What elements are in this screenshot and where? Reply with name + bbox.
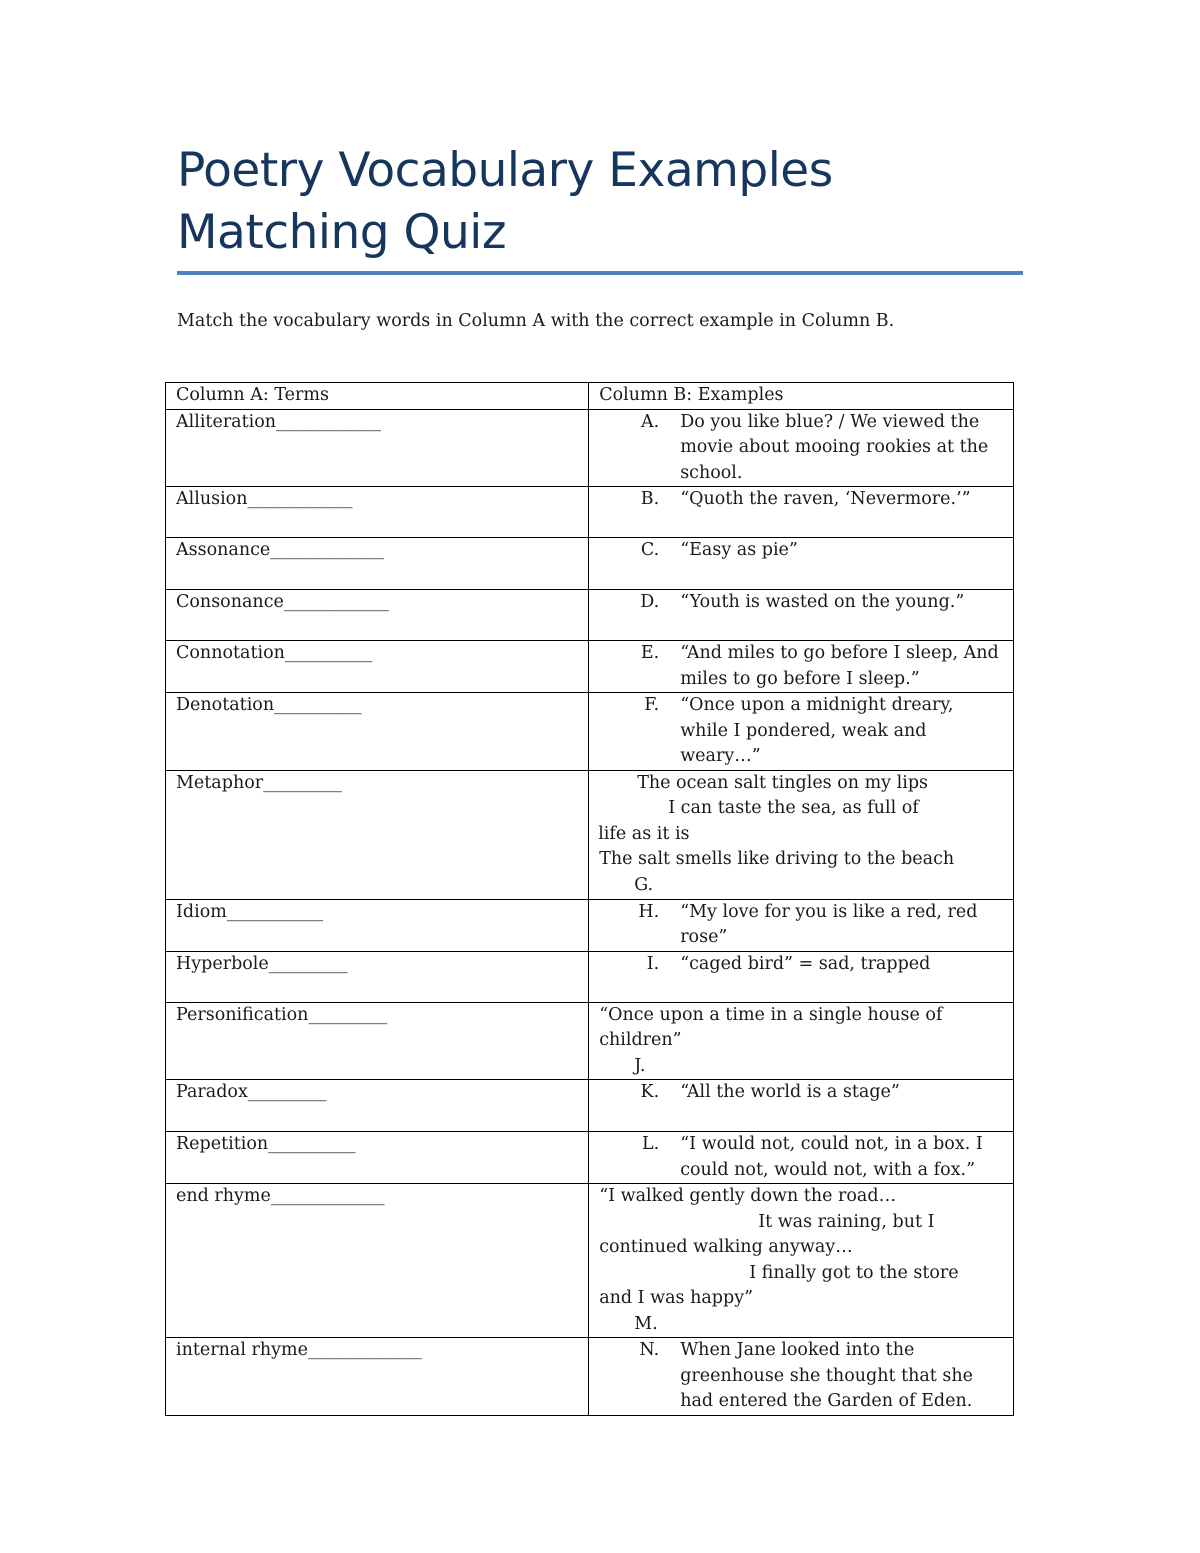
- example-cell: [589, 770, 1014, 899]
- example-cell: [589, 590, 1014, 641]
- term-cell: Allusion____________: [166, 487, 589, 538]
- column-a-header: Column A: Terms: [166, 383, 589, 410]
- example-text: “I would not, could not, in a box. I could not, would not, with a fox.”: [680, 1134, 983, 1180]
- example-cell: [589, 1080, 1014, 1132]
- example-letter: K.: [640, 1082, 660, 1102]
- poem-line: continued walking anyway…: [599, 1237, 853, 1257]
- example-text: “Easy as pie”: [680, 540, 798, 560]
- example-letter: M.: [634, 1313, 658, 1334]
- table-row: [166, 1080, 1014, 1132]
- example-text: “Youth is wasted on the young.”: [680, 592, 965, 612]
- example-text: “Once upon a midnight dreary, while I pondered, weak and weary…”: [680, 695, 954, 766]
- example-cell: [589, 641, 1014, 693]
- example-text: “All the world is a stage”: [680, 1082, 900, 1102]
- table-row: [166, 409, 1014, 487]
- table-row: [166, 951, 1014, 1002]
- term-cell: internal rhyme_____________: [166, 1338, 589, 1416]
- title-underline: [177, 271, 1023, 275]
- instructions: Match the vocabulary words in Column A with the correct example in Column B.: [177, 311, 895, 331]
- term-cell: Alliteration____________: [166, 409, 589, 487]
- example-letter: L.: [642, 1134, 660, 1154]
- poem-line: I finally got to the store: [749, 1262, 959, 1283]
- example-cell: [589, 538, 1014, 590]
- table-row: [166, 487, 1014, 538]
- table-row: [166, 641, 1014, 693]
- example-text: “And miles to go before I sleep, And miles to go before I sleep.”: [680, 643, 999, 689]
- table-row: [166, 899, 1014, 951]
- page-title: Poetry Vocabulary Examples Matching Quiz: [177, 143, 833, 260]
- poem-line: It was raining, but I: [758, 1211, 935, 1232]
- example-cell: [589, 487, 1014, 538]
- example-cell: [589, 899, 1014, 951]
- example-letter: J.: [634, 1055, 646, 1076]
- poem-line: and I was happy”: [599, 1288, 754, 1308]
- example-text: “caged bird” = sad, trapped: [680, 953, 931, 974]
- term-cell: Paradox_________: [166, 1080, 589, 1132]
- term-cell: end rhyme_____________: [166, 1184, 589, 1338]
- example-text: Do you like blue? / We viewed the movie about mooing rookies at the school.: [680, 411, 989, 483]
- table-row: [166, 538, 1014, 590]
- table-row: [166, 693, 1014, 771]
- term-cell: Metaphor_________: [166, 770, 589, 899]
- example-text: When Jane looked into the greenhouse she thought that she had entered the Garden of Eden.: [680, 1340, 974, 1411]
- example-text: “Quoth the raven, ‘Nevermore.’”: [680, 489, 971, 509]
- table-row: [166, 770, 1014, 899]
- table-row: [166, 1002, 1014, 1080]
- example-cell: [589, 1132, 1014, 1184]
- term-cell: Assonance_____________: [166, 538, 589, 590]
- matching-table: [165, 382, 1014, 1416]
- term-cell: Idiom___________: [166, 899, 589, 951]
- table-header-row: [166, 383, 1014, 410]
- example-cell: [589, 409, 1014, 487]
- example-letter: F.: [644, 695, 660, 715]
- table-row: [166, 590, 1014, 641]
- example-letter: B.: [640, 489, 660, 509]
- example-letter: A.: [640, 411, 660, 432]
- example-letter: I.: [646, 953, 660, 974]
- example-letter: G.: [634, 874, 654, 895]
- example-text: “My love for you is like a red, red rose”: [680, 901, 978, 947]
- term-cell: Connotation__________: [166, 641, 589, 693]
- term-cell: Consonance____________: [166, 590, 589, 641]
- table-row: [166, 1338, 1014, 1416]
- example-letter: H.: [638, 901, 660, 922]
- term-cell: Repetition__________: [166, 1132, 589, 1184]
- poem-line: life as it is: [598, 823, 690, 844]
- term-cell: Denotation__________: [166, 693, 589, 771]
- poem-line: children”: [599, 1030, 682, 1050]
- poem-line: The salt smells like driving to the beach: [599, 849, 955, 869]
- term-cell: Personification_________: [166, 1002, 589, 1080]
- example-cell: [589, 1184, 1014, 1338]
- example-cell: [589, 1002, 1014, 1080]
- example-letter: C.: [640, 540, 660, 560]
- column-b-header: Column B: Examples: [589, 383, 1014, 410]
- example-letter: D.: [640, 592, 660, 612]
- poem-line: The ocean salt tingles on my lips: [637, 772, 929, 793]
- example-letter: E.: [640, 643, 660, 663]
- poem-line: “I walked gently down the road…: [599, 1186, 897, 1206]
- example-cell: [589, 1338, 1014, 1416]
- example-letter: N.: [639, 1340, 660, 1360]
- table-row: [166, 1184, 1014, 1338]
- term-cell: Hyperbole_________: [166, 951, 589, 1002]
- example-cell: [589, 951, 1014, 1002]
- example-cell: [589, 693, 1014, 771]
- poem-line: I can taste the sea, as full of: [668, 798, 919, 818]
- poem-line: “Once upon a time in a single house of: [599, 1004, 943, 1025]
- table-row: [166, 1132, 1014, 1184]
